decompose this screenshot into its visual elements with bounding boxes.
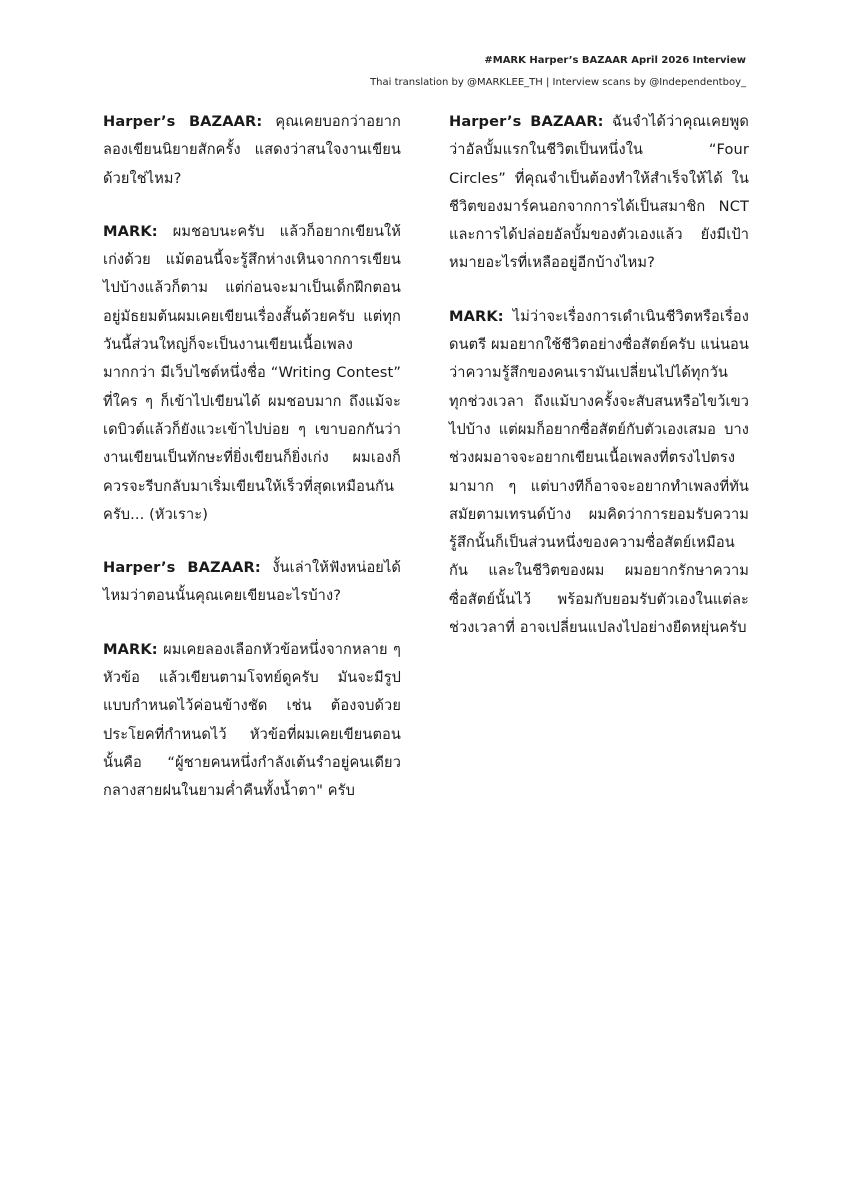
speaker-label: MARK: — [103, 640, 158, 658]
question-text: คุณเคยบอกว่าอยากลองเขียนนิยายสักครั้ง แสดงว่าสนใจงานเขียนด้วยใช่ไหม? — [103, 113, 401, 187]
interview-answer — [449, 303, 749, 643]
answer-text: ไม่ว่าจะเรื่องการเดำเนินชีวิตหรือเรื่องดนตรี ผมอยากใช้ชีวิตอย่างซื่อสัตย์ครับ แน่นอนว่าความรู้สึกของคนเรามันเปลี่ยนไปได้ทุกวัน ทุกช่วงเวลา ถึงแม้บางครั้งจะสับสนหรือไขว้เขวไปบ้าง แต่ผมก็อยากซื่อสัตย์กับตัวเองเสมอ บางช่วงผมอาจจะอยากเขียนเนื้อเพลงที่ตรงไปตรงมามาก ๆ แต่บางทีก็อาจจะอยากทำเพลงที่ทันสมัยตามเทรนด์บ้าง ผมคิดว่าการยอมรับความรู้สึกนั้นก็เป็นส่วนหนึ่งของความซื่อสัตย์เหมือนกัน และในชีวิตของผม ผมอยากรักษาความซื่อสัตย์นั้นไว้ พร้อมกับยอมรับตัวเองในแต่ละช่วงเวลาที่ อาจเปลี่ยนแปลงไปอย่างยืดหยุ่นครับ — [449, 307, 749, 637]
speaker-label: MARK: — [103, 222, 158, 240]
speaker-label: MARK: — [449, 307, 504, 325]
speaker-label: Harper’s BAZAAR: — [103, 113, 263, 130]
answer-text: ผมชอบนะครับ แล้วก็อยากเขียนให้เก่งด้วย แม้ตอนนี้จะรู้สึกห่างเหินจากการเขียนไปบ้างแล้วก็ตาม แต่ก่อนจะมาเป็นเด็กฝึกตอนอยู่มัธยมต้นผมเคยเขียนเรื่องสั้นด้วยครับ แต่ทุกวันนี้ส่วนใหญ่ก็จะเป็นงานเขียนเนื้อเพลงมากกว่า มีเว็บไซต์หนึ่งชื่อ “Writing Contest” ที่ใคร ๆ ก็เข้าไปเขียนได้ ผมชอบมาก ถึงแม้จะเดบิวต์แล้วก็ยังแวะเข้าไปบ่อย ๆ เขาบอกกันว่างานเขียนเป็นทักษะที่ยิ่งเขียนก็ยิ่งเก่ง ผมเองก็ควรจะรีบกลับมาเริ่มเขียนให้เร็วที่สุดเหมือนกันครับ... (หัวเราะ) — [103, 222, 401, 523]
left-column — [103, 108, 401, 831]
interview-question — [449, 108, 749, 278]
answer-text: ผมเคยลองเลือกหัวข้อหนึ่งจากหลาย ๆ หัวข้อ แล้วเขียนตามโจทย์ดูครับ มันจะมีรูปแบบกำหนดไว้ค่อนข้างชัด เช่น ต้องจบด้วยประโยคที่กำหนดไว้ หัวข้อที่ผมเคยเขียนตอนนั้นคือ “ผู้ชายคนหนึ่งกำลังเต้นรำอยู่คนเดียวกลางสายฝนในยามค่ำคืนทั้งน้ำตา" ครับ — [103, 640, 401, 800]
header-title: #MARK Harper’s BAZAAR April 2026 Interview — [484, 55, 746, 66]
page-header — [370, 50, 746, 94]
interview-question — [103, 554, 401, 611]
speaker-label: Harper’s BAZAAR: — [103, 559, 261, 577]
interview-answer — [103, 636, 401, 806]
speaker-label: Harper’s BAZAAR: — [449, 113, 604, 130]
question-text: ฉันจำได้ว่าคุณเคยพูดว่าอัลบั้มแรกในชีวิตเป็นหนึ่งใน “Four Circles” ที่คุณจำเป็นต้องทำให้สำเร็จให้ได้ ในชีวิตของมาร์คนอกจากการได้เป็นสมาชิก NCT และการได้ปล่อยอัลบั้มของตัวเองแล้ว ยังมีเป้าหมายอะไรที่เหลืออยู่อีกบ้างไหม? — [449, 113, 749, 272]
right-column — [449, 108, 749, 667]
question-text: งั้นเล่าให้ฟังหน่อยได้ไหมว่าตอนนั้นคุณเคยเขียนอะไรบ้าง? — [103, 559, 401, 605]
interview-question — [103, 108, 401, 193]
interview-answer — [103, 218, 401, 529]
header-credits: Thai translation by @MARKLEE_TH | Interview scans by @Independentboy_ — [370, 77, 746, 88]
